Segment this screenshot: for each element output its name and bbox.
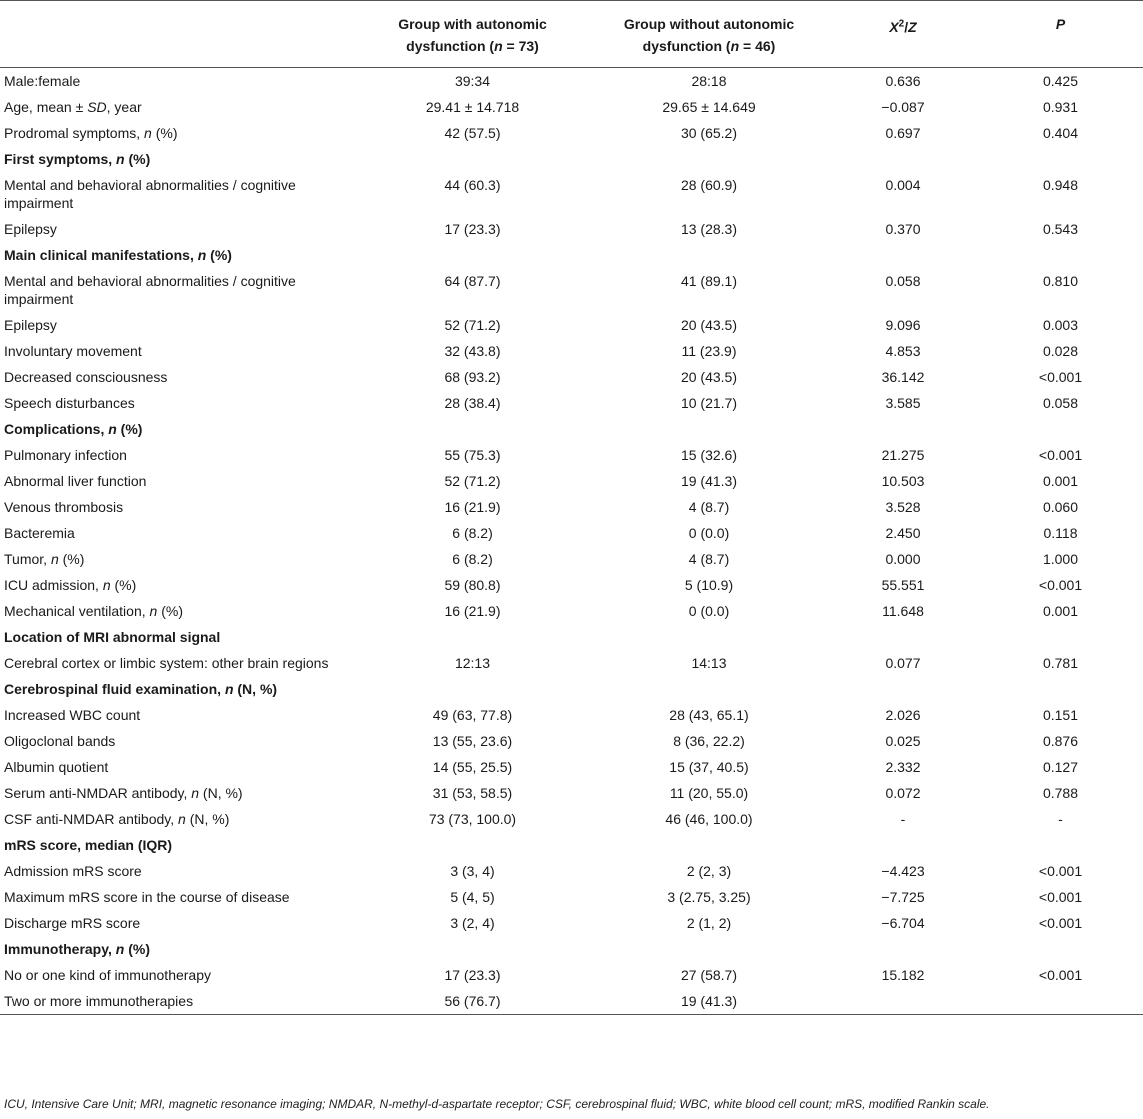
section-row — [0, 624, 1143, 650]
cell-p: <0.001 — [1038, 369, 1083, 385]
cell-group-without: 19 (41.3) — [680, 473, 738, 489]
table-row — [0, 572, 1143, 598]
header-group-without-label: Group without autonomic dysfunction (n = 46) — [623, 16, 795, 54]
cell-p: 0.028 — [1042, 343, 1079, 359]
cell-p — [978, 988, 1143, 1015]
cell-p: 0.781 — [1042, 655, 1079, 671]
section-row — [0, 832, 1143, 858]
cell-group-with: 6 (8.2) — [452, 525, 493, 541]
section-row — [0, 416, 1143, 442]
cell-p: 0.788 — [1042, 785, 1079, 801]
row-label: ICU admission, n (%) — [4, 577, 137, 593]
cell-stat: 11.648 — [882, 603, 924, 619]
cell-p: 0.058 — [1042, 395, 1079, 411]
table-row — [0, 598, 1143, 624]
cell-p: 0.404 — [1042, 125, 1079, 141]
section-label: Location of MRI abnormal signal — [4, 629, 221, 645]
cell-p: 0.127 — [1042, 759, 1079, 775]
cell-group-without: 20 (43.5) — [680, 317, 738, 333]
cell-stat: −6.704 — [881, 915, 925, 931]
row-label: No or one kind of immunotherapy — [4, 967, 211, 983]
header-group-with-label: Group with autonomic dysfunction (n = 73) — [398, 16, 547, 54]
cell-p: 0.060 — [1042, 499, 1079, 515]
cell-group-with: 14 (55, 25.5) — [432, 759, 513, 775]
row-label: Tumor, n (%) — [4, 551, 85, 567]
cell-group-without: 28 (60.9) — [680, 177, 738, 193]
cell-stat: 2.450 — [885, 525, 921, 541]
table-row — [0, 546, 1143, 572]
cell-group-without: 5 (10.9) — [684, 577, 734, 593]
row-label: Mental and behavioral abnormalities / cognitive impairment — [4, 273, 296, 307]
cell-stat: 0.636 — [885, 73, 921, 89]
row-label: Pulmonary infection — [4, 447, 127, 463]
cell-p: 0.151 — [1042, 707, 1079, 723]
cell-group-without: 0 (0.0) — [688, 603, 730, 619]
cell-stat: 0.004 — [885, 177, 921, 193]
cell-p: 1.000 — [1042, 551, 1079, 567]
cell-stat: 0.058 — [885, 273, 921, 289]
cell-group-without: 8 (36, 22.2) — [673, 733, 745, 749]
cell-stat: 4.853 — [885, 343, 921, 359]
cell-group-with: 52 (71.2) — [444, 317, 501, 333]
cell-stat: 15.182 — [881, 967, 925, 983]
header-group-without — [590, 1, 828, 68]
row-label: Abnormal liver function — [4, 473, 147, 489]
cell-group-with: 17 (23.3) — [444, 221, 501, 237]
row-label: Increased WBC count — [4, 707, 141, 723]
section-row — [0, 242, 1143, 268]
table-row — [0, 268, 1143, 312]
cell-group-with: 28 (38.4) — [444, 395, 501, 411]
cell-stat: 0.370 — [885, 221, 921, 237]
cell-group-without: 15 (32.6) — [680, 447, 738, 463]
table-row — [0, 94, 1143, 120]
cell-group-without: 46 (46, 100.0) — [665, 811, 753, 827]
header-stat — [828, 1, 978, 68]
cell-group-with: 29.41 ± 14.718 — [425, 99, 520, 115]
table-row — [0, 338, 1143, 364]
cell-group-without: 11 (23.9) — [681, 343, 737, 359]
cell-group-with: 16 (21.9) — [444, 499, 501, 515]
section-label: Complications, n (%) — [4, 421, 143, 437]
row-label: Mental and behavioral abnormalities / cognitive impairment — [4, 177, 296, 211]
cell-group-without: 10 (21.7) — [680, 395, 738, 411]
cell-group-without: 28:18 — [691, 73, 727, 89]
table-row — [0, 702, 1143, 728]
cell-group-with: 3 (2, 4) — [450, 915, 495, 931]
section-label: Main clinical manifestations, n (%) — [4, 247, 232, 263]
cell-stat: 0.000 — [885, 551, 921, 567]
row-label: Epilepsy — [4, 317, 57, 333]
table-row — [0, 884, 1143, 910]
cell-p: 0.948 — [1042, 177, 1079, 193]
row-label: Cerebral cortex or limbic system: other brain regions — [4, 655, 329, 671]
cell-group-without: 13 (28.3) — [680, 221, 738, 237]
cell-group-without: 27 (58.7) — [680, 967, 738, 983]
cell-stat: −0.087 — [881, 99, 925, 115]
cell-group-with: 56 (76.7) — [444, 993, 501, 1009]
row-label: Discharge mRS score — [4, 915, 141, 931]
table-footnote: ICU, Intensive Care Unit; MRI, magnetic resonance imaging; NMDAR, N-methyl-d-aspartate receptor; CSF, cerebrospinal fluid; WBC, white blood cell count; mRS, modified Rankin scale. — [4, 1097, 990, 1111]
section-label: Cerebrospinal fluid examination, n (N, %) — [4, 681, 278, 697]
cell-group-with: 3 (3, 4) — [450, 863, 495, 879]
cell-group-with: 73 (73, 100.0) — [428, 811, 517, 827]
table-row — [0, 988, 1143, 1015]
cell-group-with: 42 (57.5) — [444, 125, 501, 141]
table-row — [0, 858, 1143, 884]
section-row — [0, 936, 1143, 962]
row-label: Maximum mRS score in the course of disease — [4, 889, 290, 905]
row-label: Prodromal symptoms, n (%) — [4, 125, 178, 141]
table-row — [0, 390, 1143, 416]
table-row — [0, 68, 1143, 95]
table-row — [0, 364, 1143, 390]
cell-p: <0.001 — [1038, 577, 1083, 593]
cell-group-with: 64 (87.7) — [444, 273, 501, 289]
cell-stat: - — [900, 811, 906, 827]
cell-stat: 0.025 — [885, 733, 921, 749]
header-p-label: P — [1055, 16, 1066, 32]
cell-group-with: 59 (80.8) — [444, 577, 501, 593]
row-label: CSF anti-NMDAR antibody, n (N, %) — [4, 811, 230, 827]
cell-group-with: 31 (53, 58.5) — [432, 785, 513, 801]
cell-group-without: 28 (43, 65.1) — [669, 707, 749, 723]
row-label: Epilepsy — [4, 221, 57, 237]
cell-group-with: 5 (4, 5) — [450, 889, 495, 905]
row-label: Speech disturbances — [4, 395, 135, 411]
cell-stat: 10.503 — [881, 473, 925, 489]
cell-p: 0.931 — [1042, 99, 1079, 115]
table-row — [0, 312, 1143, 338]
cell-stat — [828, 988, 978, 1015]
row-label: Involuntary movement — [4, 343, 142, 359]
row-label: Serum anti-NMDAR antibody, n (N, %) — [4, 785, 243, 801]
cell-p: 0.003 — [1042, 317, 1079, 333]
row-label: Mechanical ventilation, n (%) — [4, 603, 183, 619]
cell-group-with: 13 (55, 23.6) — [432, 733, 513, 749]
cell-p: - — [1058, 811, 1063, 827]
section-row — [0, 676, 1143, 702]
table-row — [0, 780, 1143, 806]
cell-p: <0.001 — [1038, 447, 1083, 463]
header-group-with — [355, 1, 590, 68]
table-row — [0, 216, 1143, 242]
table-row — [0, 728, 1143, 754]
cell-p: 0.001 — [1042, 603, 1079, 619]
table-row — [0, 172, 1143, 216]
cell-stat: 36.142 — [881, 369, 925, 385]
cell-group-with: 32 (43.8) — [444, 343, 501, 359]
cell-group-without: 15 (37, 40.5) — [669, 759, 749, 775]
cell-stat: 55.551 — [881, 577, 925, 593]
cell-group-with: 16 (21.9) — [444, 603, 501, 619]
cell-stat: 9.096 — [885, 317, 921, 333]
cell-group-without: 30 (65.2) — [680, 125, 738, 141]
cell-group-without: 41 (89.1) — [680, 273, 738, 289]
row-label: Albumin quotient — [4, 759, 109, 775]
row-label: Oligoclonal bands — [4, 733, 116, 749]
cell-stat: 2.026 — [885, 707, 921, 723]
cell-stat: 3.585 — [885, 395, 921, 411]
cell-group-with: 39:34 — [454, 73, 491, 89]
row-label: Decreased consciousness — [4, 369, 168, 385]
table-row — [0, 962, 1143, 988]
cell-p: <0.001 — [1038, 967, 1083, 983]
cell-group-with: 68 (93.2) — [444, 369, 501, 385]
cell-stat: 2.332 — [885, 759, 921, 775]
cell-p: 0.118 — [1043, 525, 1078, 541]
header-p — [978, 1, 1143, 68]
cell-group-with: 44 (60.3) — [444, 177, 501, 193]
cell-p: 0.876 — [1042, 733, 1079, 749]
table-row — [0, 650, 1143, 676]
cell-group-with: 12:13 — [454, 655, 491, 671]
section-label: Immunotherapy, n (%) — [4, 941, 150, 957]
cell-p: <0.001 — [1038, 915, 1083, 931]
cell-stat: 0.072 — [885, 785, 921, 801]
row-label: Admission mRS score — [4, 863, 142, 879]
row-label: Two or more immunotherapies — [4, 993, 194, 1009]
cell-stat: −4.423 — [881, 863, 925, 879]
table-row — [0, 806, 1143, 832]
section-label: First symptoms, n (%) — [4, 151, 151, 167]
table-row — [0, 494, 1143, 520]
cell-group-with: 17 (23.3) — [444, 967, 501, 983]
header-row — [0, 1, 1143, 68]
cell-p: 0.425 — [1042, 73, 1079, 89]
header-stat-label: $X^2/Z$ — [889, 18, 917, 35]
cell-group-without: 20 (43.5) — [680, 369, 738, 385]
table-row — [0, 910, 1143, 936]
table-row — [0, 120, 1143, 146]
cell-p: 0.001 — [1042, 473, 1079, 489]
cell-group-without: 3 (2.75, 3.25) — [667, 889, 751, 905]
row-label: Age, mean ± SD, year — [4, 99, 142, 115]
cell-group-without: 4 (8.7) — [688, 551, 730, 567]
cell-p: <0.001 — [1038, 889, 1083, 905]
section-row — [0, 146, 1143, 172]
table-row — [0, 754, 1143, 780]
cell-p: 0.543 — [1042, 221, 1079, 237]
table-header — [0, 1, 1143, 68]
table-row — [0, 520, 1143, 546]
header-blank — [0, 1, 355, 68]
cell-stat: 0.077 — [885, 655, 921, 671]
cell-stat: −7.725 — [881, 889, 925, 905]
cell-group-without: 19 (41.3) — [680, 993, 738, 1009]
cell-group-with: 52 (71.2) — [444, 473, 501, 489]
cell-stat: 0.697 — [885, 125, 921, 141]
row-label: Bacteremia — [4, 525, 75, 541]
cell-group-without: 11 (20, 55.0) — [669, 785, 749, 801]
cell-group-with: 6 (8.2) — [452, 551, 493, 567]
cell-group-with: 49 (63, 77.8) — [432, 707, 513, 723]
cell-group-without: 2 (2, 3) — [686, 863, 732, 879]
cell-group-without: 2 (1, 2) — [686, 915, 732, 931]
cell-group-without: 29.65 ± 14.649 — [662, 99, 756, 115]
row-label: Venous thrombosis — [4, 499, 124, 515]
cell-group-without: 14:13 — [691, 655, 727, 671]
table-body — [0, 68, 1143, 1015]
cell-group-without: 0 (0.0) — [688, 525, 730, 541]
cell-group-without: 4 (8.7) — [688, 499, 730, 515]
row-label: Male:female — [4, 73, 81, 89]
section-label: mRS score, median (IQR) — [4, 837, 173, 853]
cell-p: 0.810 — [1042, 273, 1079, 289]
cell-stat: 3.528 — [885, 499, 921, 515]
table-row — [0, 442, 1143, 468]
table-row — [0, 468, 1143, 494]
cell-group-with: 55 (75.3) — [444, 447, 501, 463]
cell-stat: 21.275 — [881, 447, 925, 463]
cell-p: <0.001 — [1038, 863, 1083, 879]
